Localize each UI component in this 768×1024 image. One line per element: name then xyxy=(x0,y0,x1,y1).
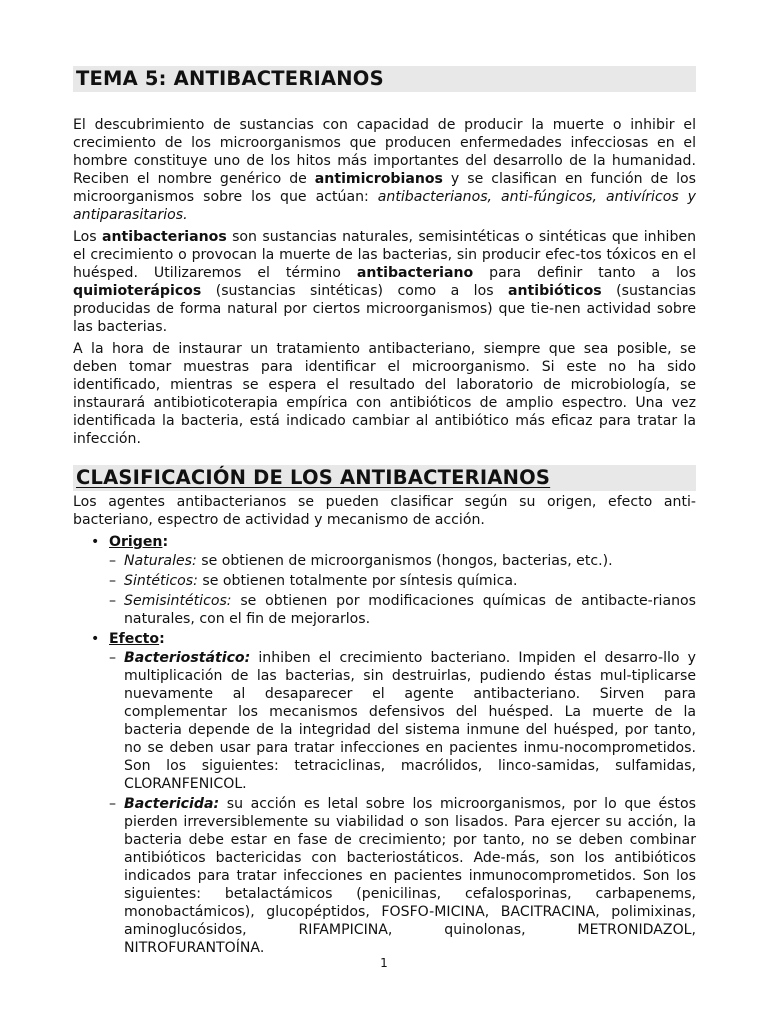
list-item: – Sintéticos: se obtienen totalmente por síntesis química. xyxy=(109,573,518,589)
origen-sublist xyxy=(109,552,696,628)
dash-icon: – xyxy=(109,593,117,609)
dash-icon: – xyxy=(109,553,117,569)
classification-list xyxy=(73,533,696,957)
dash-icon: – xyxy=(109,573,117,589)
term-antimicrobianos: antimicrobianos xyxy=(314,171,443,187)
dash-icon: – xyxy=(109,796,117,812)
bullet-icon: • xyxy=(91,534,100,550)
intro-paragraph-3: A la hora de instaurar un tratamiento antibacteriano, siempre que sea posible, se deben tomar muestras para identificar el microorganismo. Si este no ha sido identificado, mientras se espera el resultado del laboratorio de microbiología, se instaurará antibioticoterapia empírica con antibióticos de amplio espectro. Una vez identificada la bacteria, está indicado cambiar al antibiótico más eficaz para tratar la infección. xyxy=(73,341,696,447)
efecto-label: Efecto xyxy=(109,631,160,647)
term-quimioterapicos: quimioterápicos xyxy=(73,283,202,299)
dash-icon: – xyxy=(109,650,117,666)
bullet-icon: • xyxy=(91,631,100,647)
section-intro: Los agentes antibacterianos se pueden clasificar según su origen, efecto anti-bacteriano, espectro de actividad y mecanismo de acción. xyxy=(73,494,696,528)
list-item: – Bacteriostático: inhiben el crecimiento bacteriano. Impiden el desarro-llo y multiplicación de las bacterias, sin destruirlas, pudiendo éstas mul-tiplicarse nuevamente al desaparecer el agente antibacteriano. Sirven para complementar los mecanismos defensivos del huésped. La muerte de la bacteria depende de la integridad del sistema inmune del huésped, por tanto, no se deben usar para tratar infecciones en pacientes inmu-nocomprometidos. Son los siguientes: tetraciclinas, macrólidos, linco-samidas, sulfamidas, CLORANFENICOL. xyxy=(109,650,696,792)
term-antibioticos: antibióticos xyxy=(507,283,602,299)
page-title: TEMA 5: ANTIBACTERIANOS xyxy=(73,66,696,92)
list-item: – Semisintéticos: se obtienen por modificaciones químicas de antibacte-rianos naturales, con el fin de mejorarlos. xyxy=(109,593,696,627)
efecto-sublist xyxy=(109,649,696,957)
page-content xyxy=(73,66,696,959)
origen-label: Origen xyxy=(109,534,163,550)
list-item: – Naturales: se obtienen de microorganismos (hongos, bacterias, etc.). xyxy=(109,553,613,569)
list-item-origen: • Origen: – Naturales: se obtienen de microorganismos (hongos, bacterias, etc.). – Sintéticos: se obtienen totalmente por síntesis química. – Semisintéticos: se obtienen por modificaciones químicas de antibacte-rianos naturales, con el fin de mejorarlos. xyxy=(91,534,696,627)
term-antibacterianos: antibacterianos xyxy=(101,229,227,245)
section-heading: CLASIFICACIÓN DE LOS ANTIBACTERIANOS xyxy=(73,465,696,491)
intro-paragraph-1: El descubrimiento de sustancias con capacidad de producir la muerte o inhibir el crecimiento de los microorganismos que producen enfermedades infecciosas en el hombre constituye uno de los hitos más importantes del desarrollo de la humanidad. Reciben el nombre genérico de antimicrobianos y se clasifican en función de los microorganismos sobre los que actúan: antibacterianos, anti-fúngicos, antivíricos y antiparasitarios. xyxy=(73,117,696,223)
intro-paragraph-2: Los antibacterianos son sustancias naturales, semisintéticas o sintéticas que inhiben el crecimiento o provocan la muerte de las bacterias, sin producir efec-tos tóxicos en el huésped. Utilizaremos el término antibacteriano para definir tanto a los quimioterápicos (sustancias sintéticas) como a los antibióticos (sustancias producidas de forma natural por ciertos microorganismos) que tie-nen actividad sobre las bacterias. xyxy=(73,229,696,335)
list-item-efecto: • Efecto: – Bacteriostático: inhiben el crecimiento bacteriano. Impiden el desarro-llo y multiplicación de las bacterias, sin destruirlas, pudiendo éstas mul-tiplicarse nuevamente al desaparecer el agente antibacteriano. Sirven para complementar los mecanismos defensivos del huésped. La muerte de la bacteria depende de la integridad del sistema inmune del huésped, por tanto, no se deben usar para tratar infecciones en pacientes inmu-nocomprometidos. Son los siguientes: tetraciclinas, macrólidos, linco-samidas, sulfamidas, CLORANFENICOL. – Bactericida: su acción es letal sobre los microorganismos, por lo que éstos pierden irreversiblemente su viabilidad o son lisados. Para ejercer su acción, la bacteria debe estar en fase de crecimiento; por tanto, no se deben combinar antibióticos bactericidas con bacteriostáticos. Ade-más, son los antibióticos indicados para tratar infecciones en pacientes inmunocomprometidos. Son los siguientes: betalactámicos (penicilinas, cefalosporinas, carbapenems, monobactámicos), glucopéptidos, FOSFO-MICINA, BACITRACINA, polimixinas, aminoglucósidos, RIFAMPICINA, quinolonas, METRONIDAZOL, NITROFURANTOÍNA. xyxy=(91,631,696,956)
page-number: 1 xyxy=(380,956,388,970)
antimicrobial-types: antibacterianos, anti-fúngicos, antivíricos y antiparasitarios. xyxy=(73,189,696,223)
list-item: – Bactericida: su acción es letal sobre los microorganismos, por lo que éstos pierden irreversiblemente su viabilidad o son lisados. Para ejercer su acción, la bacteria debe estar en fase de crecimiento; por tanto, no se deben combinar antibióticos bactericidas con bacteriostáticos. Ade-más, son los antibióticos indicados para tratar infecciones en pacientes inmunocomprometidos. Son los siguientes: betalactámicos (penicilinas, cefalosporinas, carbapenems, monobactámicos), glucopéptidos, FOSFO-MICINA, BACITRACINA, polimixinas, aminoglucósidos, RIFAMPICINA, quinolonas, METRONIDAZOL, NITROFURANTOÍNA. xyxy=(109,796,696,956)
term-antibacteriano: antibacteriano xyxy=(356,265,474,281)
